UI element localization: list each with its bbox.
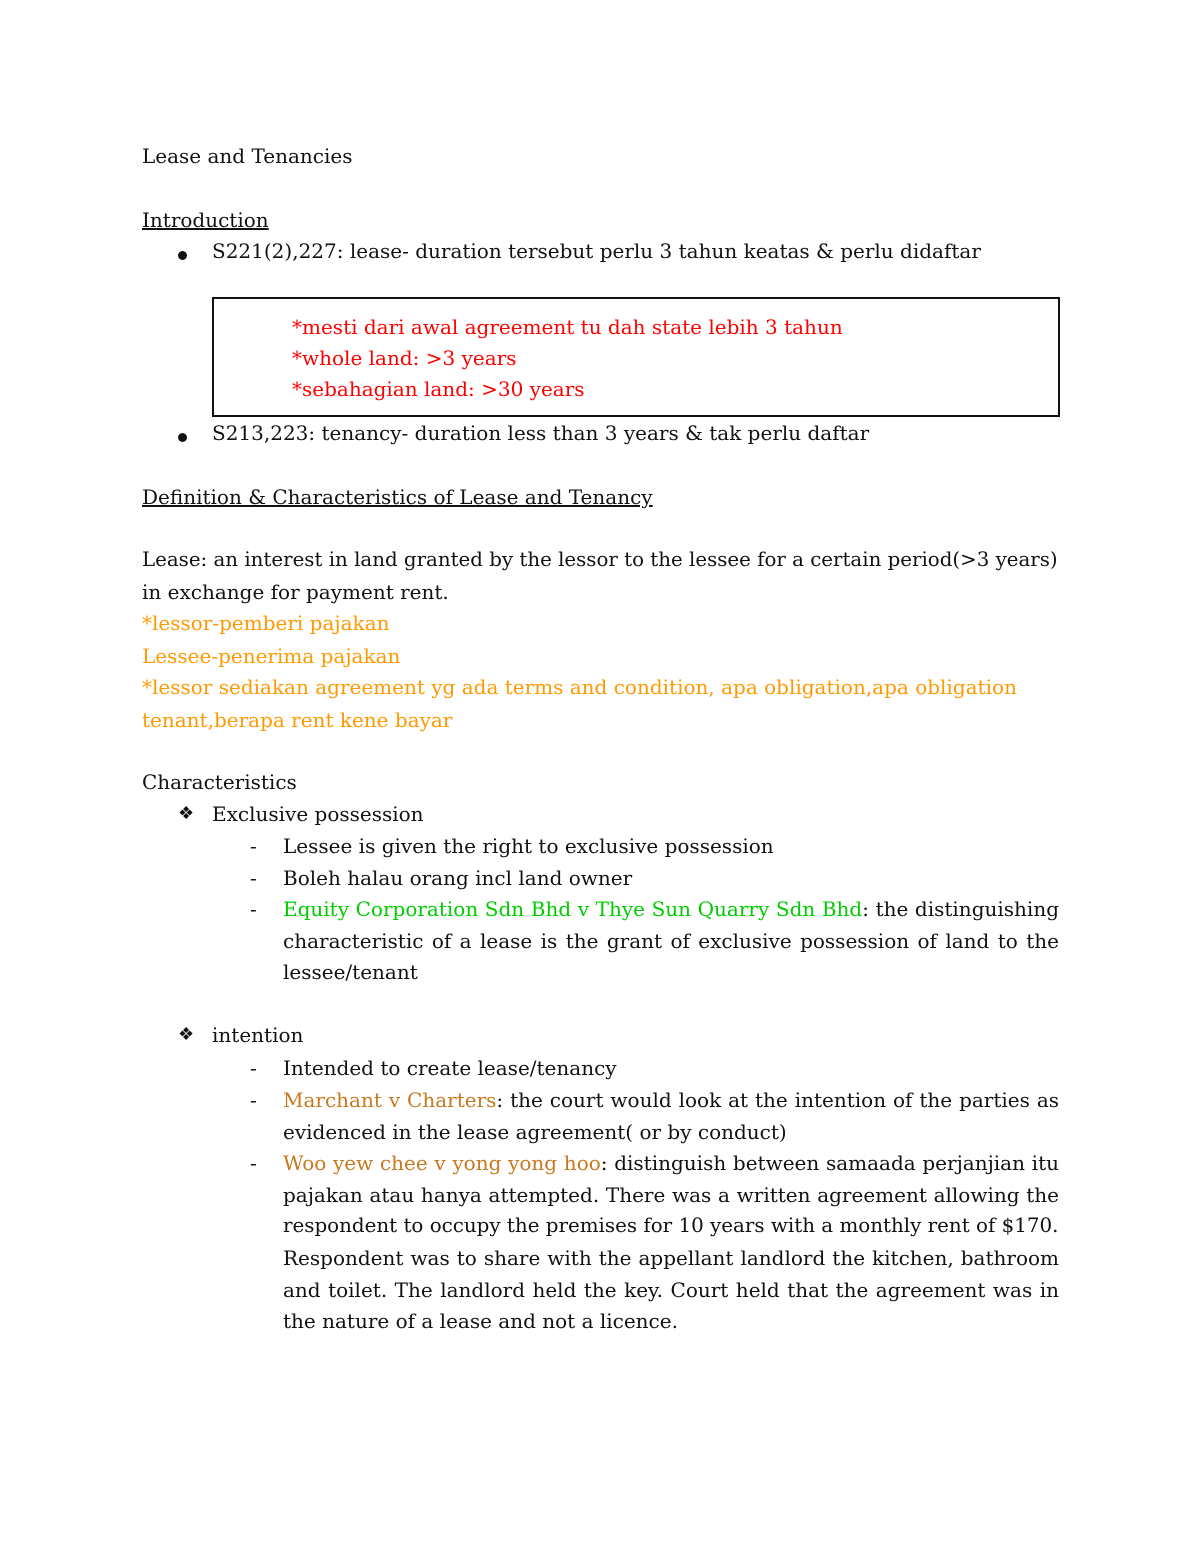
bullet-dot-icon: [178, 251, 187, 260]
dash-bullet: -: [250, 1151, 257, 1175]
dash-bullet: -: [250, 866, 257, 890]
definition-heading: Definition & Characteristics of Lease and Tenancy: [142, 485, 653, 509]
woo-case-line-1: [283, 1148, 1059, 1178]
marchant-case-text: : the court would look at the intention of the parties as: [496, 1088, 1060, 1112]
marchant-case-line-1: [283, 1085, 1059, 1115]
note-line-4: tenant,berapa rent kene bayar: [142, 708, 453, 732]
woo-case-line-5: and toilet. The landlord held the key. Court held that the agreement was in: [283, 1278, 1059, 1302]
intro-bullet-tenancy: S213,223: tenancy- duration less than 3 years & tak perlu daftar: [212, 421, 870, 445]
intro-bullet-lease: S221(2),227: lease- duration tersebut perlu 3 tahun keatas & perlu didaftar: [212, 239, 981, 263]
dash-bullet: -: [250, 897, 257, 921]
woo-case-line-3: respondent to occupy the premises for 10 years with a monthly rent of $170.: [283, 1214, 1059, 1237]
exclusive-possession-label: Exclusive possession: [212, 802, 424, 826]
diamond-bullet-icon: ❖: [178, 1024, 195, 1045]
introduction-heading: Introduction: [142, 208, 269, 232]
marchant-case-line-2: evidenced in the lease agreement( or by conduct): [283, 1120, 787, 1144]
exclusive-item-2: Boleh halau orang incl land owner: [283, 866, 633, 890]
equity-case-name: Equity Corporation Sdn Bhd v Thye Sun Quarry Sdn Bhd: [283, 897, 863, 921]
woo-case-line-2: pajakan atau hanya attempted. There was a written agreement allowing the: [283, 1183, 1059, 1207]
bullet-dot-icon: [178, 433, 187, 442]
note-line-2: Lessee-penerima pajakan: [142, 644, 401, 668]
dash-bullet: -: [250, 834, 257, 858]
exclusive-item-1: Lessee is given the right to exclusive possession: [283, 834, 774, 858]
box-line-1: *mesti dari awal agreement tu dah state lebih 3 tahun: [292, 315, 843, 339]
note-line-1: *lessor-pemberi pajakan: [142, 611, 390, 635]
intention-label: intention: [212, 1023, 304, 1047]
intention-item-1: Intended to create lease/tenancy: [283, 1056, 617, 1080]
note-line-3: *lessor sediakan agreement yg ada terms and condition, apa obligation,apa obligation: [142, 675, 1017, 699]
box-line-3: *sebahagian land: >30 years: [292, 377, 585, 401]
woo-case-line-6: the nature of a lease and not a licence.: [283, 1309, 678, 1333]
equity-case-line-1: [283, 894, 1059, 924]
lease-definition-line-1: Lease: an interest in land granted by the lessor to the lessee for a certain period(>3 years): [142, 548, 1058, 571]
equity-case-line-3: lessee/tenant: [283, 960, 418, 984]
equity-case-line-2: characteristic of a lease is the grant of exclusive possession of land to the: [283, 929, 1059, 953]
woo-case-text: : distinguish between samaada perjanjian itu: [600, 1151, 1059, 1175]
dash-bullet: -: [250, 1088, 257, 1112]
box-line-2: *whole land: >3 years: [292, 346, 517, 370]
document-title: Lease and Tenancies: [142, 144, 353, 168]
dash-bullet: -: [250, 1056, 257, 1080]
characteristics-heading: Characteristics: [142, 770, 297, 794]
woo-case-line-4: Respondent was to share with the appellant landlord the kitchen, bathroom: [283, 1246, 1059, 1270]
equity-case-text: : the distinguishing: [862, 897, 1059, 921]
lease-definition-line-2: in exchange for payment rent.: [142, 580, 449, 604]
marchant-case-name: Marchant v Charters: [283, 1088, 497, 1112]
diamond-bullet-icon: ❖: [178, 803, 195, 824]
woo-case-name: Woo yew chee v yong yong hoo: [283, 1151, 601, 1175]
